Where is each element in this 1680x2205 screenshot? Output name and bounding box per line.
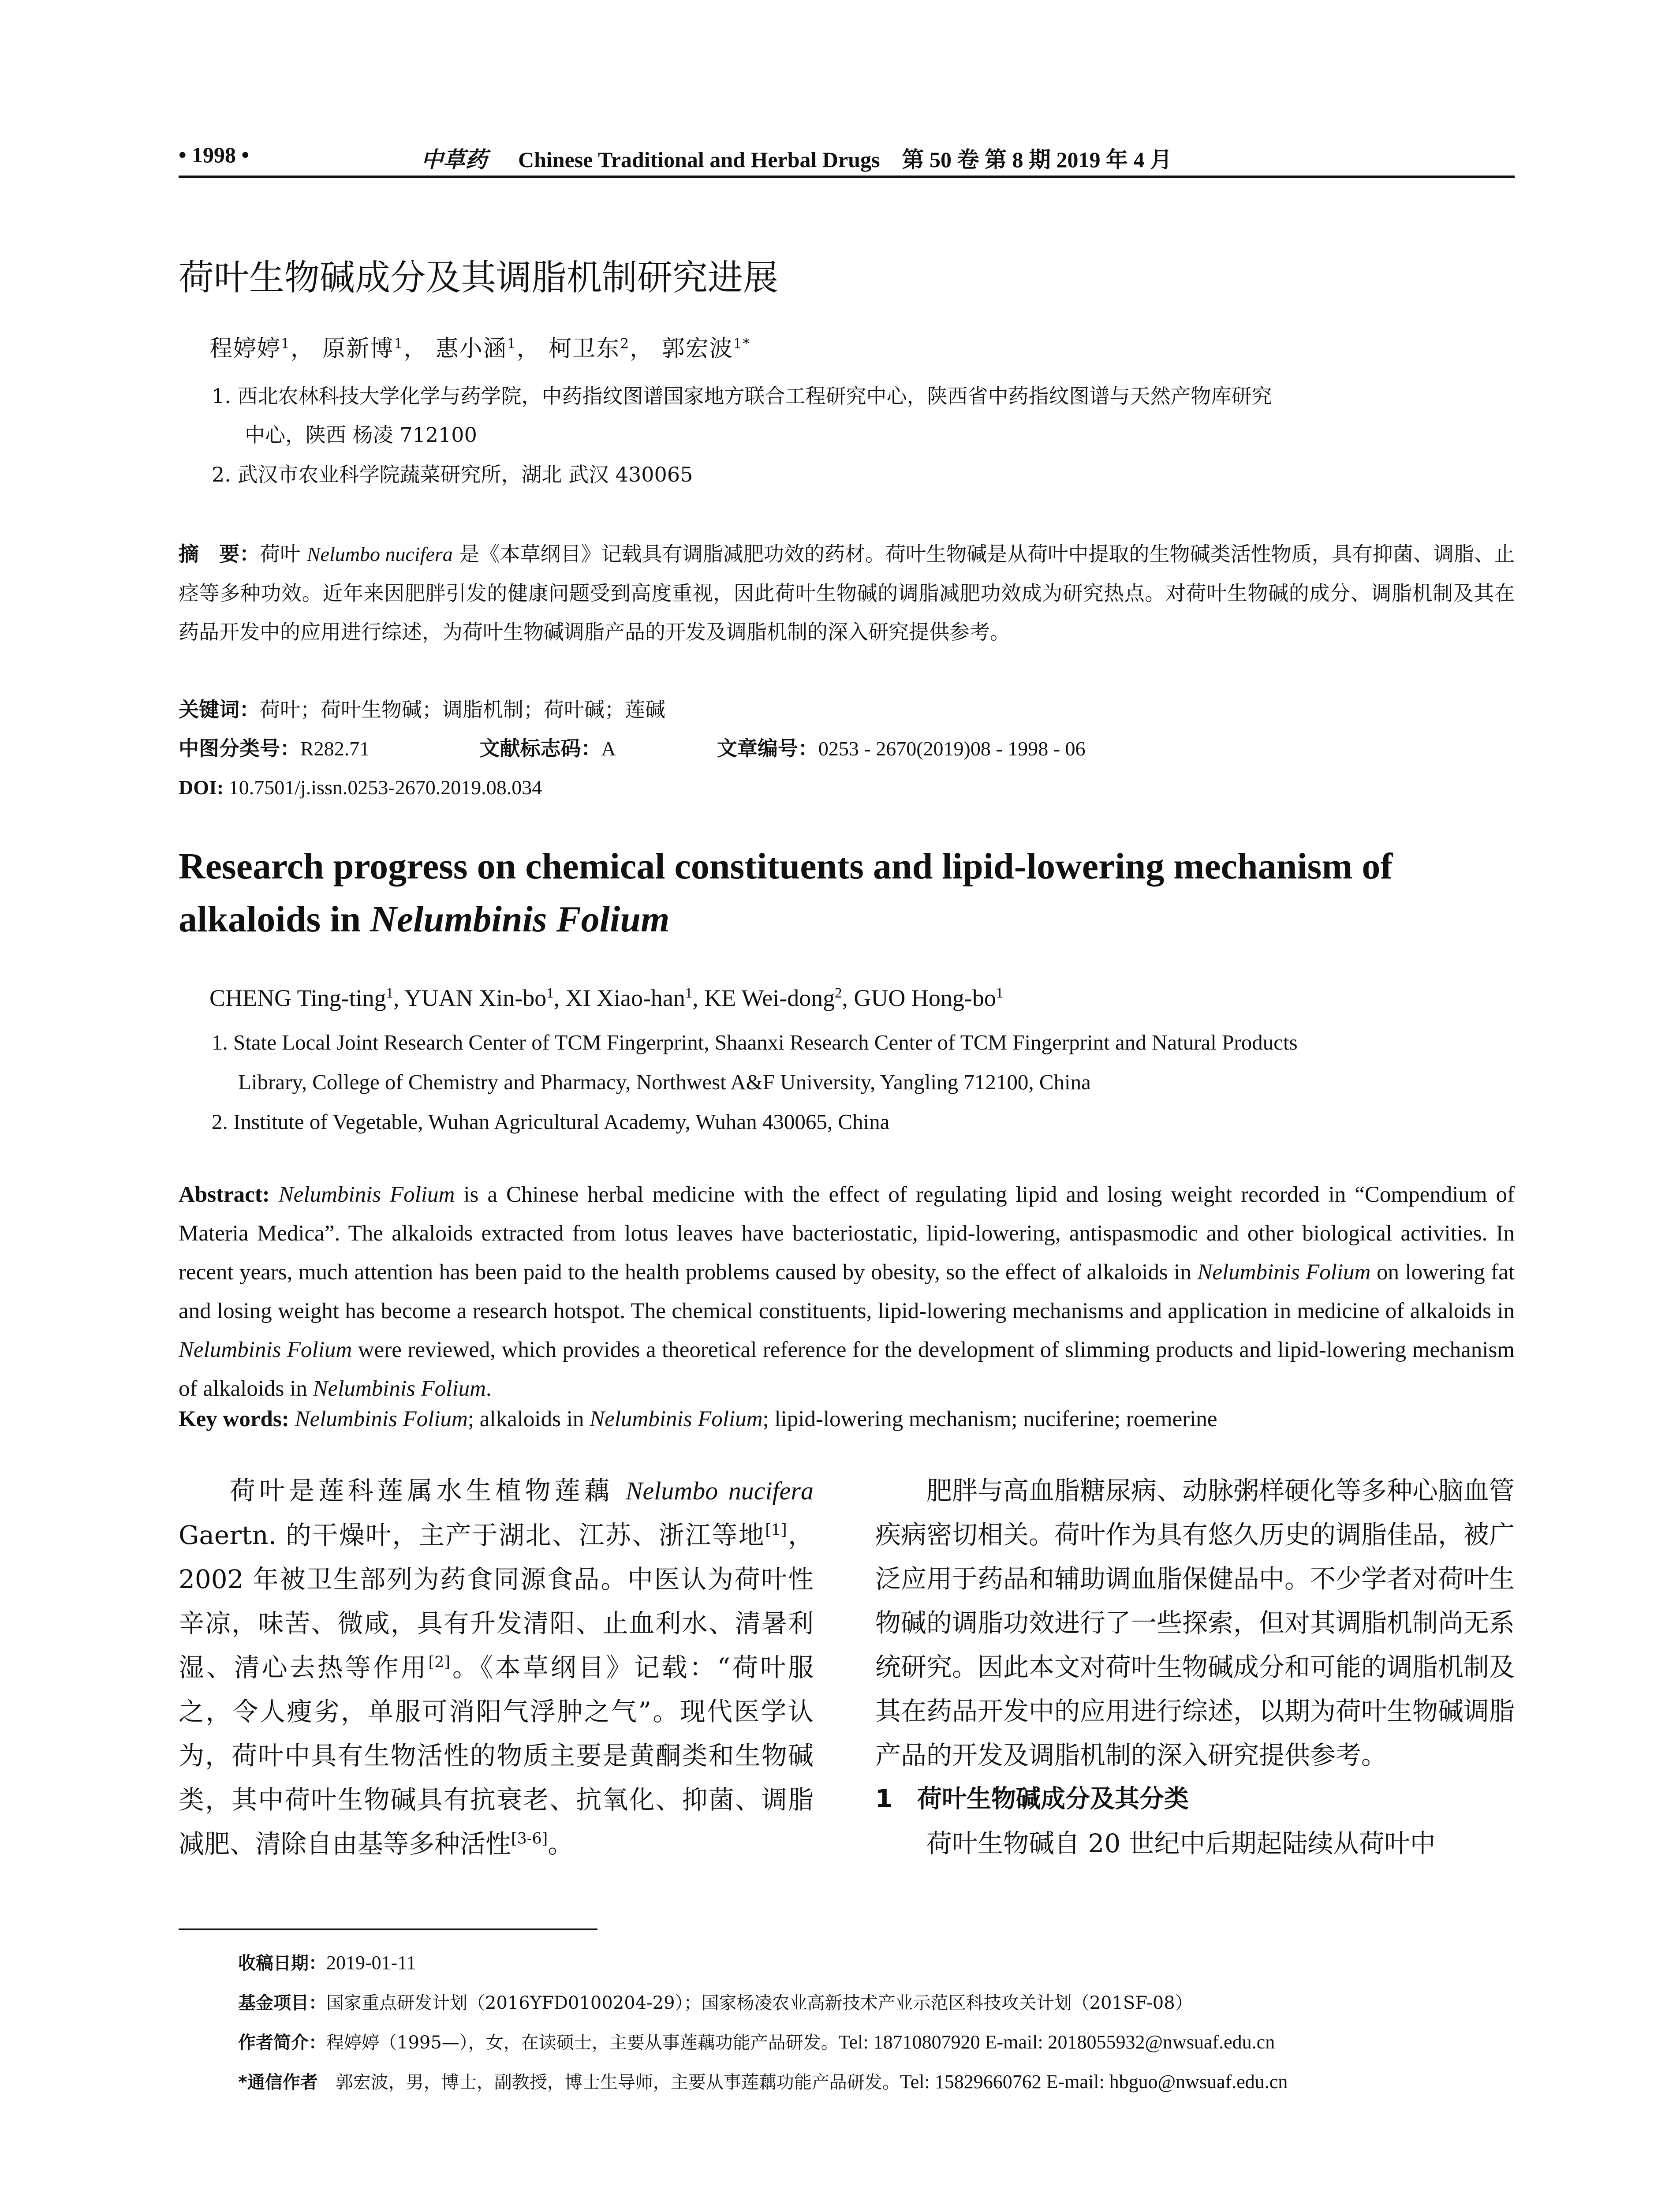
latin-name: Nelumbinis Folium: [590, 1407, 763, 1431]
footnote-text: 2019-01-11: [326, 1952, 416, 1973]
abstract-text: on lowering fat and losing weight has become a research hotspot. The chemical constituents, lipid-lowering mechanisms and application in medicine of alkaloids in: [179, 1260, 1515, 1323]
footnote-received: [238, 1949, 416, 1974]
affiliation-text: Institute of Vegetable, Wuhan Agricultural Academy, Wuhan 430065, China: [233, 1110, 890, 1134]
affiliation-text: 武汉市农业科学院蔬菜研究所，湖北 武汉 430065: [237, 463, 693, 486]
author-name: YUAN Xin-bo: [404, 985, 547, 1011]
chinese-affiliation-1-cont: 中心，陕西 杨凌 712100: [245, 423, 477, 447]
abstract-body: [179, 1182, 1515, 1401]
author-name: 郭宏波: [661, 336, 733, 362]
latin-name: Nelumbinis Folium: [278, 1182, 455, 1207]
english-affiliation-1: [212, 1030, 1298, 1055]
keywords-text: 荷叶；荷叶生物碱；调脂机制；荷叶碱；莲碱: [260, 698, 665, 721]
article-number-value: 0253 - 2670(2019)08 - 1998 - 06: [818, 737, 1086, 760]
body-text: 。《本草纲目》记载：“荷叶服之，令人瘦劣，单服可消阳气浮肿之气”。现代医学认为，荷叶中具有生物活性的物质主要是黄酮类和生物碱类，其中荷叶生物碱具有抗衰老、抗氧化、抑菌、调脂减肥、清除自由基等多种活性: [179, 1652, 814, 1859]
doi-label: DOI:: [179, 776, 224, 799]
author-affiliation-mark: 1: [281, 336, 291, 352]
chinese-title: 荷叶生物碱成分及其调脂机制研究进展: [179, 257, 778, 298]
latin-name: Nelumbinis Folium: [313, 1376, 486, 1401]
section-heading: 1 荷叶生物碱成分及其分类: [875, 1785, 1189, 1813]
running-header: [179, 140, 1515, 176]
english-authors: CHENG Ting-ting$^1$, YUAN Xin-$bo^1$, XI Xiao-han$^1$, KE Wei-dong$^2$, GUO Hong-$bo^1$: [209, 985, 1004, 1011]
affiliation-number: 2.: [212, 1110, 228, 1134]
english-keywords: [179, 1406, 1515, 1432]
author-affiliation-mark: 1: [394, 336, 404, 352]
clc-value: R282.71: [300, 737, 370, 760]
footnote-text: 程婷婷（1995—），女，在读硕士，主要从事莲藕功能产品研发。: [326, 2033, 839, 2053]
chinese-keywords: [179, 690, 1515, 729]
author-name: 柯卫东: [549, 336, 620, 362]
footnote-text: 郭宏波，男，博士，副教授，博士生导师，主要从事莲藕功能产品研发。: [317, 2072, 900, 2093]
citation: [3-6]: [511, 1830, 548, 1848]
author-affiliation-mark: 1: [507, 336, 517, 352]
body-text: 。: [548, 1829, 574, 1859]
latin-name: Nelumbo nucifera: [625, 1476, 814, 1505]
footnote-label: 基金项目：: [238, 1993, 326, 2013]
footnote-corresponding: [238, 2068, 1288, 2093]
footnote-contact: Tel: 15829660762 E-mail: hbguo@nwsuaf.edu.cn: [900, 2071, 1288, 2093]
author-name: CHENG Ting-ting: [209, 985, 386, 1011]
body-text: Gaertn. 的干燥叶，主产于湖北、江苏、浙江等地: [179, 1520, 765, 1550]
author-name: KE Wei-dong: [704, 985, 835, 1011]
keywords-body: [289, 1407, 1217, 1431]
author-name: XI Xiao-han: [565, 985, 685, 1011]
latin-name: Nelumbinis Folium: [179, 1338, 352, 1362]
abstract-label: Abstract:: [179, 1182, 270, 1207]
author-affiliation-mark: 1: [685, 985, 693, 1001]
journal-info: Chinese Traditional and Herbal Drugs 第 50 卷 第 8 期 2019 年 4 月: [518, 147, 1172, 172]
citation: [2]: [428, 1653, 450, 1671]
latin-name: Nelumbinis Folium: [295, 1407, 468, 1431]
article-number-label: 文章编号：: [717, 736, 818, 760]
footnote-contact: Tel: 18710807920 E-mail: 2018055932@nwsuaf.edu.cn: [838, 2031, 1275, 2053]
latin-name: Nelumbo nucifera: [306, 543, 453, 565]
chinese-affiliation-1: [212, 380, 1272, 409]
author-affiliation-mark: 2: [835, 985, 842, 1001]
affiliation-number: 1.: [212, 1030, 228, 1054]
chinese-abstract: [179, 534, 1515, 651]
affiliation-number: 1.: [212, 384, 231, 408]
abstract-text: .: [485, 1376, 492, 1401]
author-affiliation-mark: 1: [386, 985, 393, 1001]
keywords-text: [289, 1407, 295, 1431]
body-text: 荷叶是莲科莲属水生植物莲藕: [230, 1476, 626, 1506]
footnote-rule: [179, 1928, 597, 1930]
footnote-author-bio: [238, 2029, 1275, 2054]
doi-value: 10.7501/j.issn.0253-2670.2019.08.034: [224, 776, 542, 799]
abstract-text: 是《本草纲目》记载具有调脂减肥功效的药材。荷叶生物碱是从荷叶中提取的生物碱类活性物质，具有抑菌、调脂、止痉等多种功效。近年来因肥胖引发的健康问题受到高度重视，因此荷叶生物碱的调脂减肥功效成为研究热点。对荷叶生物碱的成分、调脂机制及其在药品开发中的应用进行综述，为荷叶生物碱调脂产品的开发及调脂机制的深入研究提供参考。: [179, 542, 1515, 644]
footnote-label: 收稿日期：: [238, 1953, 326, 1973]
author-name: 原新博: [322, 336, 394, 362]
classification-line: [179, 729, 1515, 768]
body-text: ，2002 年被卫生部列为药食同源食品。中医认为荷叶性辛凉，味苦、微咸，具有升发清阳、止血利水、清暑利湿、清心去热等作用: [179, 1520, 814, 1682]
affiliation-text: 西北农林科技大学化学与药学院，中药指纹图谱国家地方联合工程研究中心，陕西省中药指纹图谱与天然产物库研究: [237, 384, 1272, 408]
abstract-text: is a Chinese herbal medicine with the effect of regulating lipid and losing weight recorded in “Compendium of Materia Medica”. The alkaloids extracted from lotus leaves have bacteriostatic, lipid-lowering, antispasmodic and other biological activities. In recent years, much attention has been paid to the health problems caused by obesity, so the effect of alkaloids in: [179, 1182, 1515, 1285]
english-abstract: [179, 1175, 1515, 1408]
keywords-label: 关键词：: [179, 698, 260, 721]
footnote-label: *通信作者: [238, 2072, 318, 2093]
doi-line: [179, 768, 1515, 807]
chinese-affiliation-2: [212, 459, 693, 488]
footnote-label: 作者简介：: [238, 2033, 326, 2053]
keywords-text: ; lipid-lowering mechanism; nuciferine; roemerine: [762, 1407, 1217, 1431]
body-column-right: [875, 1469, 1515, 1865]
footnote-text: 国家重点研发计划（2016YFD0100204-29）；国家杨凌农业高新技术产业示范区科技攻关计划（201SF-08）: [326, 1993, 1193, 2013]
author-affiliation-mark: 1: [996, 985, 1004, 1001]
english-title-text: Research progress on chemical constituents and lipid-lowering mechanism of alkaloids in: [179, 846, 1393, 940]
author-name: 程婷婷: [209, 336, 281, 362]
doccode-label: 文献标志码：: [479, 736, 601, 760]
doccode-value: A: [601, 737, 616, 760]
affiliation-number: 2.: [212, 463, 231, 486]
author-affiliation-mark: 2: [620, 336, 630, 352]
citation: [1]: [765, 1521, 787, 1539]
author-affiliation-mark: 1: [546, 985, 554, 1001]
keywords-text: ; alkaloids in: [467, 1407, 590, 1431]
author-affiliation-mark: 1*: [733, 336, 751, 352]
abstract-label: 摘 要：: [179, 542, 260, 566]
body-paragraph: 荷叶生物碱自 20 世纪中后期起陆续从荷叶中: [926, 1828, 1436, 1858]
english-affiliation-1-cont: Library, College of Chemistry and Pharmacy, Northwest A&F University, Yangling 712100, China: [238, 1070, 1091, 1094]
keywords-label: Key words:: [179, 1407, 289, 1431]
body-paragraph: 肥胖与高血脂糖尿病、动脉粥样硬化等多种心脑血管疾病密切相关。荷叶作为具有悠久历史的调脂佳品，被广泛应用于药品和辅助调血脂保健品中。不少学者对荷叶生物碱的调脂功效进行了一些探索，但对其调脂机制尚无系统研究。因此本文对荷叶生物碱成分和可能的调脂机制及其在药品开发中的应用进行综述，以期为荷叶生物碱调脂产品的开发及调脂机制的深入研究提供参考。: [875, 1476, 1515, 1770]
abstract-text: [270, 1182, 279, 1207]
affiliation-text: State Local Joint Research Center of TCM Fingerprint, Shaanxi Research Center of TCM Fingerprint and Natural Products: [233, 1030, 1298, 1054]
clc-label: 中图分类号：: [179, 736, 300, 760]
latin-name: Nelumbinis Folium: [1197, 1260, 1371, 1285]
english-title-latin: Nelumbinis Folium: [370, 899, 670, 940]
footnote-funding: [238, 1989, 1193, 2014]
page-number: • 1998 •: [179, 142, 250, 167]
header-rule: [179, 176, 1515, 178]
abstract-text: were reviewed, which provides a theoretical reference for the development of slimming products and lipid-lowering mechanism of alkaloids in: [179, 1338, 1515, 1401]
body-column-left: [179, 1469, 814, 1866]
author-name: 惠小涵: [435, 336, 507, 362]
english-affiliation-2: [212, 1109, 889, 1134]
journal-masthead: 中草药: [421, 146, 487, 172]
english-title: [179, 840, 1515, 946]
abstract-text: 荷叶: [260, 542, 307, 566]
author-name: GUO Hong-bo: [854, 985, 996, 1011]
chinese-authors: 程婷婷$^1$， 原新博$^1$， 惠小涵$^1$， 柯卫东$^2$， 郭宏波$^{1*}$: [209, 336, 751, 362]
